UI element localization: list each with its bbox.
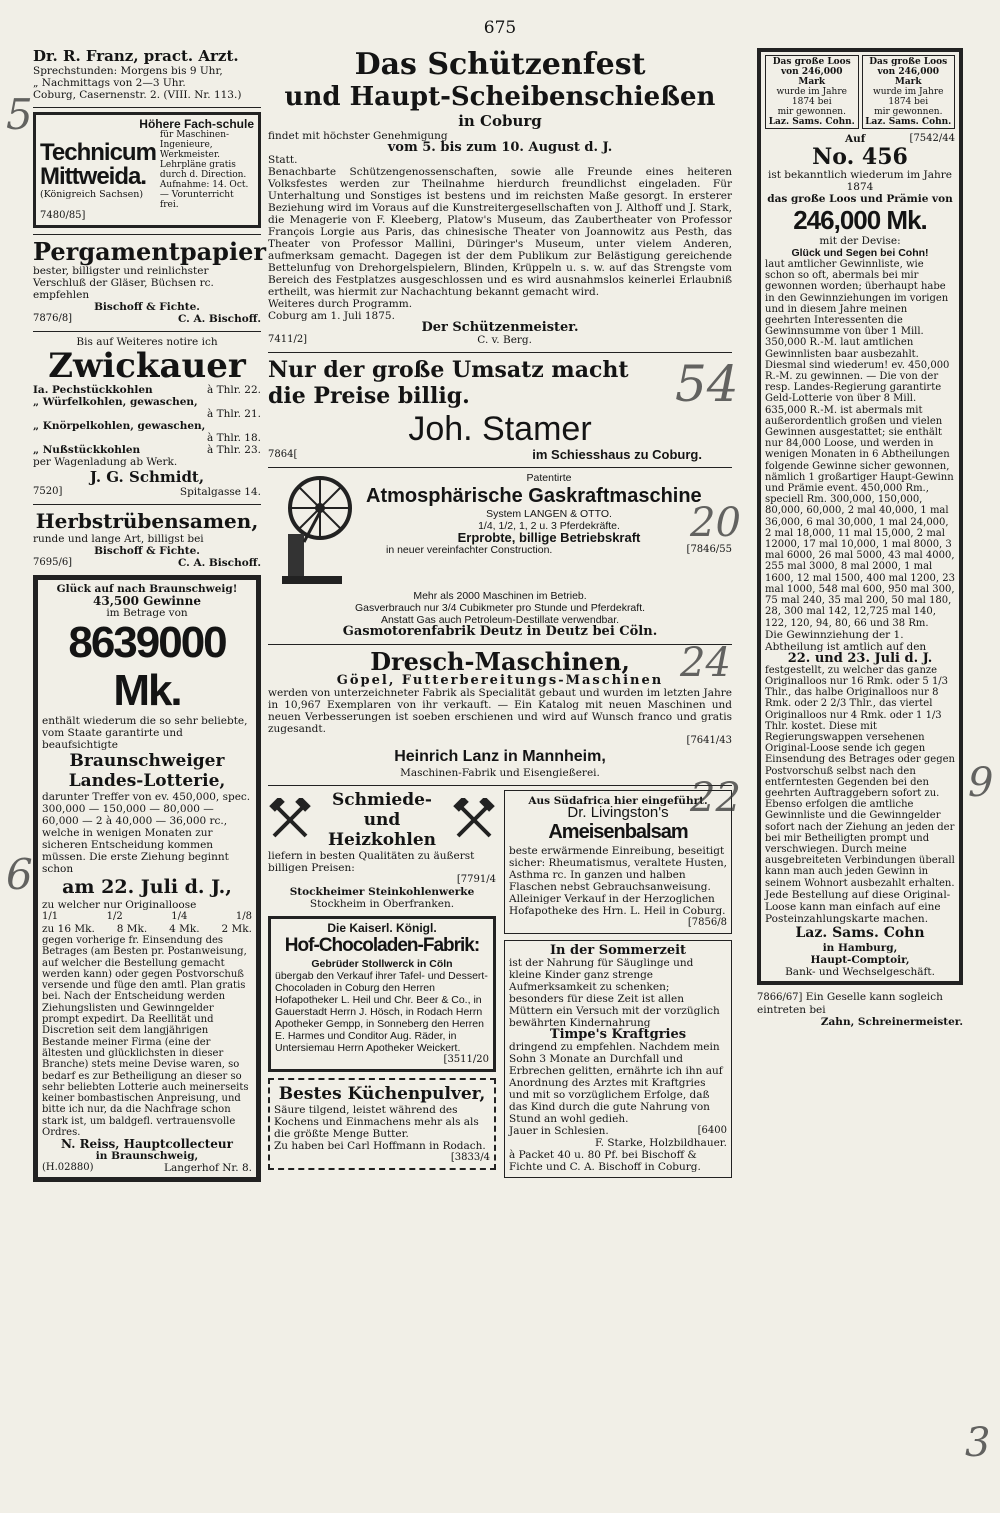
lottery-price: 8 Mk.	[116, 923, 148, 935]
cohn-text2: das große Loos und Prämie von	[767, 193, 953, 205]
lottery-city: in Braunschweig,	[95, 1150, 199, 1163]
kuechen-body: Säure tilgend, leistet während des Kochens und Einmachens mehr als als die größte Menge Butter.	[274, 1104, 479, 1140]
stamer-line2: die Preise billig.	[268, 383, 470, 409]
lottery-ref: (H.02880)	[42, 1162, 94, 1174]
gas-alternative: Anstatt Gas auch Petroleum-Destillate verwendbar.	[380, 614, 620, 626]
lottery-fraction: 1/4	[171, 911, 188, 922]
schuetzen-body: Benachbarte Schützengenossenschaften, sowie alle Freunde eines heiteren Volksfestes werden zur Theilnahme hierdurch freundlichst eingeladen. Für Unterhaltung und Sonstiges ist bestens und im reichsten Maße gesorgt. In ersterer Beziehung wird im Voraus auf die Kunstreitergesellschaften von J. Althoff und J. Stark, die Menagerie von F. Kleeberg, Platow's Museum, das Zaubertheater von Professor François Lorgie aus Paris, das chinesische Theater von Joannowitz aus Pesth, das Theater von Professor Mallini, Düringer's Museum, unter vielem Anderen, aufmerksam gemacht. Dagegen ist der dem Publikum zur Belästigung gereichende Bettelunfug von Drehorgelspielern, Blinden, Krüppeln u. s. w. auf das Strengste vom Bereich des Festplatzes ausgeschlossen und es wird ausnahmslos keinerlei Erlaubniß ertheilt, was hiermit zur Nachachtung bekannt gemacht wird.	[268, 166, 732, 298]
lottery-amount: 8639000 Mk.	[68, 618, 226, 715]
schuetzen-dateline: Coburg am 1. Juli 1875.	[268, 310, 395, 322]
gas-construction: in neuer vereinfachter Construction.	[386, 544, 553, 556]
winner-box-line: mir gewonnen.	[777, 107, 846, 117]
zwickauer-title: Zwickauer	[48, 346, 246, 386]
gas-system: System LANGEN & OTTO.	[486, 508, 612, 520]
coal-name: „ Knörpelkohlen, gewaschen,	[33, 420, 206, 432]
ad-technicum	[33, 112, 261, 228]
dresch-ref: [7641/43	[686, 735, 732, 746]
coal-price: à Thlr. 22.	[207, 384, 261, 396]
franz-line: Coburg, Casernenstr. 2. (VIII. Nr. 113.)	[33, 89, 242, 101]
dresch-body: werden von unterzeichneter Fabrik als Specialität gebaut und wurden im letzten Jahre in 10,967 Exemplaren von ihr verkauft. — Ein Katalog mit neuen Maschinen und neuen Verbesserungen ist soeben erschienen und wird auf Wunsch franco und gratis zugesandt.	[268, 687, 732, 735]
herbst-title: Herbstrübensamen,	[35, 509, 259, 533]
schmiede-place: Stockheim in Oberfranken.	[309, 898, 455, 910]
lottery-text3: zu welcher nur Originalloose	[42, 899, 197, 911]
schuetzen-weiteres: Weiteres durch Programm.	[268, 298, 413, 310]
technicum-name: Technicum	[40, 138, 156, 166]
handwritten-mark: 20	[690, 500, 741, 546]
pergament-ref: 7876/8]	[33, 313, 73, 324]
choco-ref: [3511/20	[443, 1054, 489, 1065]
technicum-city: Mittweida.	[40, 162, 147, 190]
crossed-hammers-icon	[452, 798, 496, 842]
schuetzen-sign: Der Schützenmeister.	[421, 320, 579, 335]
stamer-name: Joh. Stamer	[408, 410, 592, 448]
cohn-firm: Laz. Sams. Cohn	[795, 924, 925, 941]
kuechen-line: Zu haben bei Carl Hoffmann in Rodach.	[274, 1140, 486, 1152]
ameisen-title: Ameisenbalsam	[548, 821, 688, 843]
choco-body: übergab den Verkauf ihrer Tafel- und Dessert-Chocoladen in Coburg den Herren Hofapotheker L. Heil und Chr. Beer & Co., in Gauerstadt Herrn J. Hösch, in Rodach Herrn Apotheker Gempp, in Sonneberg den Herren E. Harmes und Conditor Aug. Räder, in Untersiemau Herrn Apotheker Weickert.	[275, 970, 488, 1054]
schuetzen-statt: Statt.	[268, 154, 298, 166]
pergament-text: bester, billigster und reinlichster Verschluß der Gläser, Büchsen rc. empfehlen	[33, 265, 214, 301]
herbst-text: runde und lange Art, billigst bei	[33, 533, 204, 545]
schmiede-body: liefern in besten Qualitäten zu äußerst billigen Preisen:	[268, 850, 475, 874]
winner-box-line: von 246,000 Mark	[877, 67, 940, 87]
ad-gaskraft	[268, 472, 732, 638]
cohn-ref: [7542/44	[909, 133, 955, 144]
schuetzen-sign2: C. v. Berg.	[477, 334, 532, 346]
ameisen-body: beste erwärmende Einreibung, beseitigt sicher: Rheumatismus, veraltete Husten, Asthma rc. In ganzen und halben Flaschen nebst Gebrauchsanweisung. Alleiniger Verkauf in der Herzoglichen Hofapotheke des Hrn. L. Heil in Coburg.	[509, 845, 727, 917]
handwritten-mark: 5	[6, 90, 33, 139]
schuetzen-ref: 7411/2]	[268, 334, 308, 345]
page-number: 675	[483, 18, 517, 38]
zwickauer-per: per Wagenladung ab Werk.	[33, 456, 178, 468]
schmiede-title2: Heizkohlen	[327, 830, 437, 850]
gas-title: Atmosphärische Gaskraftmaschine	[366, 485, 702, 507]
cohn-text1: ist bekanntlich wiederum im Jahre 1874	[768, 169, 952, 193]
ad-herbst	[33, 509, 261, 569]
sommer-ref: [6400	[697, 1125, 727, 1136]
schuetzen-line: findet mit höchster Genehmigung	[268, 130, 448, 142]
ameisen-ref: [7856/8	[687, 917, 727, 928]
lottery-betrag: im Betrage von	[106, 607, 188, 619]
ad-zwickauer	[33, 336, 261, 498]
winner-box-line: wurde im Jahre 1874 bei	[776, 87, 847, 107]
franz-line: Sprechstunden: Morgens bis 9 Uhr,	[33, 65, 223, 77]
schuetzen-place: in Coburg	[458, 112, 542, 130]
winner-box-line: mir gewonnen.	[874, 107, 943, 117]
ad-braunschweig-lottery	[33, 575, 261, 1182]
coal-price: à Thlr. 23.	[207, 444, 261, 456]
herbst-firm2: C. A. Bischoff.	[177, 557, 261, 569]
ad-geselle	[757, 991, 963, 1028]
lottery-text2: darunter Treffer von ev. 450,000, spec. 300,000 — 150,000 — 80,000 — 60,000 — 2 à 40,000 — 36,000 rc., welche in wenigen Monaten zur sicheren Entscheidung kommen müssen. Die erste Ziehung beginnt schon	[42, 791, 251, 875]
pergament-title: Pergamentpapier	[33, 237, 266, 266]
right-column	[757, 48, 963, 1034]
coal-name: „ Nußstückkohlen	[33, 444, 141, 456]
coal-price: à Thlr. 21.	[207, 408, 261, 420]
herbst-firm: Bischoff & Fichte.	[94, 545, 200, 557]
schuetzen-title2: und Haupt-Scheibenschießen	[284, 82, 716, 112]
cohn-office: Haupt-Comptoir,	[810, 953, 910, 966]
franz-line: „ Nachmittags von 2—3 Uhr.	[33, 77, 186, 89]
lottery-fraction: 1/1	[42, 911, 59, 922]
technicum-state: (Königreich Sachsen)	[40, 188, 144, 200]
lottery-price: 2 Mk.	[221, 923, 252, 935]
dresch-firm: Heinrich Lanz in Mannheim,	[394, 748, 606, 765]
lottery-date: am 22. Juli d. J.,	[62, 876, 232, 898]
winner-box	[862, 55, 956, 129]
cohn-devise-text: Glück und Segen bei Cohn!	[791, 247, 929, 259]
handwritten-mark: 54	[675, 355, 739, 413]
sommer-tail: à Packet 40 u. 80 Pf. bei Bischoff & Fichte und C. A. Bischoff in Coburg.	[509, 1149, 701, 1173]
handwritten-mark: 6	[6, 850, 33, 899]
pergament-firm2: C. A. Bischoff.	[177, 313, 261, 325]
dresch-sub: Göpel, Futterbereitungs-Maschinen	[336, 673, 664, 688]
winner-box-line: Laz. Sams. Cohn.	[768, 117, 855, 127]
ad-stamer	[268, 357, 732, 461]
winner-box-line: von 246,000 Mark	[780, 67, 843, 87]
lottery-title1: Braunschweiger	[69, 751, 225, 771]
pergament-firm: Bischoff & Fichte.	[94, 301, 200, 313]
kuechen-title: Bestes Küchenpulver,	[278, 1084, 486, 1104]
zwickauer-firm: J. G. Schmidt,	[89, 468, 205, 486]
ameisen-doctor: Dr. Livingston's	[567, 804, 669, 821]
ad-kuechenpulver	[268, 1078, 496, 1170]
schmiede-title: Schmiede- und	[331, 790, 432, 830]
lottery-wins: 43,500 Gewinne	[93, 594, 201, 608]
ad-schmiede	[268, 790, 496, 910]
gas-ref: [7846/55	[686, 544, 732, 555]
lottery-headline: Glück auf nach Braunschweig!	[56, 583, 238, 595]
winner-box-line: wurde im Jahre 1874 bei	[873, 87, 944, 107]
sommer-sign2: F. Starke, Holzbildhauer.	[595, 1137, 727, 1149]
cohn-body2: Die Gewinnziehung der 1. Abtheilung ist amtlich auf den	[765, 628, 927, 653]
zwickauer-address: Spitalgasse 14.	[179, 486, 261, 498]
choco-line: Die Kaiserl. Königl.	[327, 921, 437, 935]
ad-sommerzeit	[504, 940, 732, 1178]
lottery-text1: enthält wiederum die so sehr beliebte, vom Staate garantirte und beaufsichtigte	[42, 715, 248, 751]
zwickauer-intro: Bis auf Weiteres notire ich	[76, 336, 218, 348]
cohn-auf: Auf	[845, 133, 866, 145]
gas-more: Mehr als 2000 Maschinen im Betrieb.	[413, 590, 587, 602]
cohn-number: No. 456	[812, 144, 908, 170]
lottery-title2: Landes-Lotterie,	[68, 771, 226, 791]
handwritten-mark: 22	[690, 775, 741, 821]
ad-chocolade	[268, 916, 496, 1072]
cohn-body: laut amtlicher Gewinnliste, wie schon so oft, abermals bei mir gewonnen worden; überhaupt habe in den Gewinnziehungen im vorigen und in diesem Jahre meinen geehrten Interessenten die Gewinnsumme von über 1 Mill. 350,000 R.-M. laut amtlichen Gewinnlisten baar ausbezahlt. Diesmal sind wiederum! ev. 450,000 R.-M. zu gewinnen. — Die von der resp. Landes-Regierung garantirte Geld-Lotterie von über 8 Mill. 635,000 R.-M. ist abermals mit außerordentlich großen und vielen Gewinnen ausgestattet; sie enthält nur 84,000 Loose, und werden in wenigen Monaten in 6 Abtheilungen folgende Gewinne sicher gewonnen, nämlich 1 großartiger Haupt-Gewinn und Prämie event. 450,000 Rm., speciell Rm. 300,000, 150,000, 80,000, 60,000, 2 mal 40,000, 1 mal 36,000, 6 mal 30,000, 1 mal 24,000, 2 mal 18,000, 11 mal 15,000, 2 mal 12000, 17 mal 10,000, 1 mal 8000, 3 mal 6000, 26 mal 5000, 43 mal 4000, 255 mal 3000, 8 mal 2000, 1 mal 1600, 12 mal 1500, 400 mal 1200, 23 mal 1000, 548 mal 600, 950 mal 300, 75 mal 240, 35 mal 200, 50 mal 180, 28, 300 mal 142, 12,725 mal 140, 122, 120, 94, 80, 66 und 38 Rm.	[765, 259, 955, 629]
kuechen-ref: [3833/4	[450, 1152, 490, 1163]
technicum-details: für Maschinen-Ingenieure, Werkmeister. Lehrpläne gratis durch d. Direction. Aufnahme: 14. Oct. — Vorunterricht frei.	[159, 130, 249, 210]
winner-box-line: Laz. Sams. Cohn.	[865, 117, 952, 127]
gas-patent: Patentirte	[526, 472, 572, 484]
zwickauer-ref: 7520]	[33, 486, 63, 497]
dresch-sub2: Maschinen-Fabrik und Eisengießerei.	[400, 767, 600, 779]
winner-box-line: Das große Loos	[869, 57, 948, 67]
technicum-ref: 7480/85]	[40, 210, 86, 221]
coal-price: à Thlr. 18.	[207, 432, 261, 444]
lottery-fraction: 1/2	[106, 911, 123, 922]
crossed-hammers-icon	[268, 798, 312, 842]
geselle-text: Ein Geselle kann sogleich eintreten bei	[757, 990, 943, 1016]
schmiede-firm: Stockheimer Steinkohlenwerke	[289, 886, 475, 898]
lottery-address: Langerhof Nr. 8.	[163, 1162, 252, 1175]
middle-column	[268, 48, 732, 1184]
stamer-line1: Nur der große Umsatz macht	[268, 357, 629, 383]
cohn-date: 22. und 23. Juli d. J.	[787, 650, 933, 666]
ameisen-line: Aus Südafrica hier eingeführt.	[528, 795, 708, 807]
stamer-place: im Schiesshaus zu Coburg.	[532, 447, 702, 462]
lottery-price: zu 16 Mk.	[42, 923, 95, 935]
sommer-title: In der Sommerzeit	[549, 943, 687, 958]
geselle-ref: 7866/67]	[757, 991, 803, 1003]
sommer-sign: Jauer in Schlesien.	[509, 1125, 609, 1137]
cohn-body4: Jede Bestellung auf diese Original-Loose kann man einfach auf eine Posteinzahlungskarte machen.	[765, 888, 951, 925]
handwritten-mark: 24	[680, 640, 731, 686]
cohn-devise: mit der Devise:	[819, 235, 901, 247]
schmiede-ref: [7791/4	[456, 874, 496, 885]
handwritten-mark: 9	[968, 760, 994, 806]
gas-usage: Gasverbrauch nur 3/4 Cubikmeter pro Stunde und Pferdekraft.	[354, 602, 646, 614]
lottery-price: 4 Mk.	[169, 923, 200, 935]
sommer-product: Timpe's Kraftgries	[549, 1027, 687, 1042]
lottery-fraction: 1/8	[235, 911, 252, 922]
choco-firm: Gebrüder Stollwerck in Cöln	[311, 958, 453, 970]
technicum-header: Höhere Fach-schule	[139, 117, 254, 131]
ad-pergament	[33, 237, 266, 325]
middle-bottom	[268, 790, 732, 1184]
cohn-city: in Hamburg,	[822, 941, 898, 954]
winner-box	[765, 55, 859, 129]
dresch-title: Dresch-Maschinen,	[370, 647, 630, 676]
left-column	[33, 47, 266, 1188]
choco-title: Hof-Chocoladen-Fabrik:	[284, 935, 480, 956]
gas-tested: Erprobte, billige Betriebskraft	[457, 530, 641, 545]
coal-name: Ia. Pechstückkohlen	[33, 384, 153, 396]
cohn-office2: Bank- und Wechselgeschäft.	[785, 965, 935, 978]
herbst-ref: 7695/6]	[33, 557, 73, 568]
franz-name: Dr. R. Franz, pract. Arzt.	[33, 47, 239, 65]
gas-firm: Gasmotorenfabrik Deutz in Deutz bei Cöln.	[342, 624, 658, 639]
ad-dresch	[268, 649, 732, 779]
schuetzen-dates: vom 5. bis zum 10. August d. J.	[387, 140, 613, 155]
coal-name: „ Würfelkohlen, gewaschen,	[33, 396, 198, 408]
lottery-text4: gegen vorherige fr. Einsendung des Betrages (am Besten pr. Postanweisung, auf welcher die Bestellung gemacht werden kann) oder gegen Postvorschuß versende und füge den amtl. Plan gratis bei. Nach der Entscheidung werden Ziehungslisten und Gewinngelder prompt expedirt. Da Reellität und Discretion seit dem langjährigen Bestande meiner Firma (eine der ältesten und glücklichsten in dieser Branche) stets meine Devise waren, so bedarf es zur Betheiligung an dieser so sehr beliebten Lotterie auch meinerseits keiner bombastischen Anpreisung, und bitte ich nur, da die Nachfrage schon stark ist, um baldgefl. vertrauensvolle Ordres.	[42, 935, 249, 1139]
ad-franz	[33, 48, 261, 101]
schuetzen-title: Das Schützenfest	[354, 47, 646, 82]
sommer-body2: dringend zu empfehlen. Nachdem mein Sohn 3 Monate an Durchfall und Erbrechen gelitten, ernährte ich ihn auf Anordnung des Arztes mit Kraftgries und mit so vorzüglichem Erfolge, daß das Kind durch die gute Nahrung von Stund an wohl gedieh.	[509, 1041, 723, 1125]
ad-cohn-lottery	[757, 48, 963, 985]
cohn-amount: 246,000 Mk.	[793, 205, 927, 235]
sommer-body: ist der Nahrung für Säuglinge und kleine Kinder ganz strenge Aufmerksamkeit zu schenken; besonders für diese Zeit ist allen Müttern ein Versuch mit der vorzüglich bewährten Kindernahrung	[509, 957, 720, 1029]
ad-schuetzenfest	[268, 48, 732, 346]
gas-sizes: 1/4, 1/2, 1, 2 u. 3 Pferdekräfte.	[478, 520, 620, 532]
handwritten-mark: 3	[965, 1420, 991, 1466]
gas-engine-illustration	[268, 472, 360, 590]
stamer-ref: 7864[	[268, 449, 298, 460]
cohn-body3: festgestellt, zu welcher das ganze Originalloos nur 16 Rmk. oder 5 1/3 Thlr., das halbe Originalloos nur 8 Rmk. oder 2 2/3 Thlr., das viertel Originalloos nur 4 Rmk. oder 1 1/3 Thlr. kostet. Diese mit Regierungswappen versehenen Original-Loose sende ich gegen Einsendung des Betrages oder gegen Postvorschuß selbst nach den entferntesten Gegenden bei den geehrten Auftraggebern sofort zu. Ebenso erfolgen die amtliche Gewinnliste und die Gewinngelder sofort nach der Ziehung an jeden der bei mir Betheiligten prompt und verschwiegen. Durch meine ausgebreiteten Verbindungen überall kann man auch jeden Gewinn in seinem Wohnort ausbezahlt erhalten.	[765, 664, 955, 889]
geselle-firm: Zahn, Schreinermeister.	[820, 1015, 963, 1028]
winner-box-line: Das große Loos	[772, 57, 851, 67]
lottery-firm: N. Reiss, Hauptcollecteur	[61, 1137, 233, 1152]
